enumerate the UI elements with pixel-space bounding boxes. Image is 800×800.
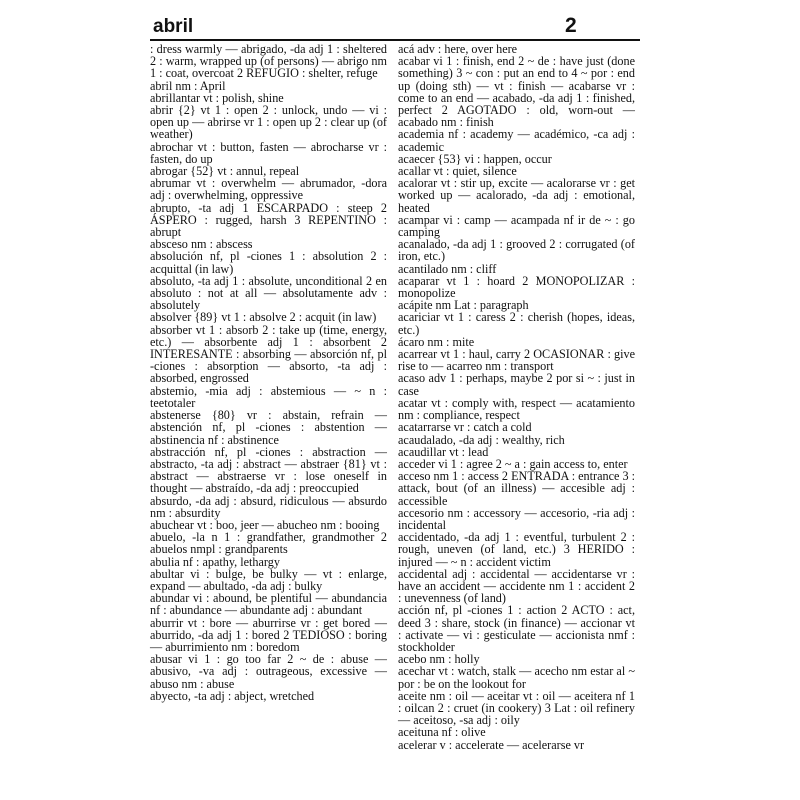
entry: acalorar vt : stir up, excite — acalorarse vr : get worked up — acalorado, -da adj : emotional, heated [398, 176, 635, 215]
entry: acechar vt : watch, stalk — acecho nm estar al ~ por : be on the lookout for [398, 664, 635, 691]
entry: acá adv : here, over here [398, 42, 518, 56]
entry: acanalado, -da adj 1 : grooved 2 : corrugated (of iron, etc.) [398, 237, 635, 264]
entry: absolver {89} vt 1 : absolve 2 : acquit (in law) [150, 310, 377, 325]
entry: acaso adv 1 : perhaps, maybe 2 por si ~ : just in case [398, 371, 635, 398]
guide-word: abril [153, 16, 194, 37]
entry: : dress warmly — abrigado, -da adj 1 : sheltered 2 : warm, wrapped up (of persons) — abrigo nm 1 : coat, overcoat 2 REFUGIO : shelter, refuge [150, 42, 387, 81]
entry: acelerar v : accelerate — acelerarse vr [398, 737, 585, 752]
entry: abrogar {52} vt : annul, repeal [150, 164, 300, 179]
entry: acatarrarse vr : catch a cold [398, 420, 532, 435]
entry: accidentado, -da adj 1 : eventful, turbulent 2 : rough, uneven (of land, etc.) 3 HERIDO : injured — ~ n : accident victim [398, 530, 635, 569]
entry: abundar vi : abound, be plentiful — abundancia nf : abundance — abundante adj : abundant [150, 591, 387, 618]
entry: abrochar vt : button, fasten — abrocharse vr : fasten, do up [150, 139, 387, 166]
entry: abuchear vt : boo, jeer — abucheo nm : booing [150, 517, 380, 532]
entry: abril nm : April [150, 78, 226, 93]
entry: abuelo, -la n 1 : grandfather, grandmother 2 abuelos nmpl : grandparents [150, 530, 387, 557]
entry: abrupto, -ta adj 1 ESCARPADO : steep 2 ÁSPERO : rugged, harsh 3 REPENTINO : abrupt [150, 200, 387, 240]
entry: acampar vi : camp — acampada nf ir de ~ : go camping [398, 212, 635, 240]
entry: acción nf, pl -ciones 1 : action 2 ACTO : act, deed 3 : share, stock (in finance) — accionar vt : activate — vi : gesticulate — accionista nmf : stockholder [398, 603, 635, 654]
entry: ácaro nm : mite [398, 334, 475, 349]
entry: acatar vt : comply with, respect — acatamiento nm : compliance, respect [398, 395, 635, 423]
entry: acápite nm Lat : paragraph [398, 298, 529, 313]
entry: absurdo, -da adj : absurd, ridiculous — absurdo nm : absurdity [150, 493, 387, 520]
entry: abrillantar vt : polish, shine [150, 90, 284, 105]
entry: abrir {2} vt 1 : open 2 : unlock, undo — vi : open up — abrirse vr 1 : open up 2 : clear up (of weather) [150, 103, 387, 142]
entry: absorber vt 1 : absorb 2 : take up (time, energy, etc.) — absorbente adj 1 : absorbent 2 INTERESANTE : absorbing — absorción nf, pl -ciones : absorption — absorto, -ta adj : absorbed, engrossed [150, 322, 387, 386]
left-column [150, 43, 387, 702]
header-rule [150, 39, 640, 41]
entry: absoluto, -ta adj 1 : absolute, unconditional 2 en absoluto : not at all — absolutamente adv : absolutely [150, 273, 387, 313]
entry: acaudalado, -da adj : wealthy, rich [398, 432, 565, 447]
entry: abyecto, -ta adj : abject, wretched [150, 688, 315, 703]
entry: academia nf : academy — académico, -ca adj : academic [398, 127, 635, 154]
entry: abusar vi 1 : go too far 2 ~ de : abuse — abusivo, -va adj : outrageous, excessive — abuso nm : abuse [150, 652, 387, 691]
entry: acebo nm : holly [398, 652, 480, 667]
entry: aburrir vt : bore — aburrirse vr : get bored — aburrido, -da adj 1 : bored 2 TEDIOSO : boring — aburrimiento nm : boredom [150, 615, 387, 654]
entry: abstracción nf, pl -ciones : abstraction — abstracto, -ta adj : abstract — abstraer {81} vt : abstract — abstraerse vr : lose oneself in thought — abstraído, -da adj : preoccupied [150, 444, 387, 496]
entry: acallar vt : quiet, silence [398, 164, 517, 179]
entry: acceso nm 1 : access 2 ENTRADA : entrance 3 : attack, bout (of an illness) — accesible adj : accessible [398, 469, 635, 508]
entry: abstemio, -mia adj : abstemious — ~ n : teetotaler [150, 383, 387, 410]
entry: abrumar vt : overwhelm — abrumador, -dora adj : overwhelming, oppressive [150, 176, 387, 203]
entry: acarrear vt 1 : haul, carry 2 OCASIONAR : give rise to — acarreo nm : transport [398, 347, 635, 374]
entry: acaecer {53} vi : happen, occur [398, 151, 552, 166]
entry: absolución nf, pl -ciones 1 : absolution 2 : acquittal (in law) [150, 249, 387, 276]
entry: acantilado nm : cliff [398, 261, 497, 276]
entry: acaparar vt 1 : hoard 2 MONOPOLIZAR : monopolize [398, 273, 635, 301]
entry: acariciar vt 1 : caress 2 : cherish (hopes, ideas, etc.) [398, 310, 635, 337]
page-number: 2 [565, 14, 577, 37]
right-column [398, 43, 635, 751]
entry: acceder vi 1 : agree 2 ~ a : gain access to, enter [398, 456, 628, 471]
entry: accidental adj : accidental — accidentarse vr : have an accident — accidente nm 1 : accident 2 : unevenness (of land) [398, 566, 635, 606]
entry: abulia nf : apathy, lethargy [150, 554, 280, 569]
entry: abultar vi : bulge, be bulky — vt : enlarge, expand — abultado, -da adj : bulky [150, 566, 387, 593]
entry: acaudillar vt : lead [398, 444, 489, 459]
entry: accesorio nm : accessory — accesorio, -ria adj : incidental [398, 505, 635, 532]
entry: abstenerse {80} vr : abstain, refrain — abstención nf, pl -ciones : abstention — abstinencia nf : abstinence [150, 408, 387, 447]
entry: acabar vi 1 : finish, end 2 ~ de : have just (done something) 3 ~ con : put an end to 4 ~ por : end up (doing sth) — vt : finish — acabarse vr : come to an end — acabado, -da adj 1 : finished, perfect 2 AGOTADO : old, worn-out — acabado nm : finish [398, 54, 635, 130]
entry: aceite nm : oil — aceitar vt : oil — aceitera nf 1 : oilcan 2 : cruet (in cookery) 3 Lat : oil refinery — aceitoso, -sa adj : oily [398, 688, 635, 728]
entry: aceituna nf : olive [398, 725, 486, 740]
entry: absceso nm : abscess [150, 237, 253, 252]
